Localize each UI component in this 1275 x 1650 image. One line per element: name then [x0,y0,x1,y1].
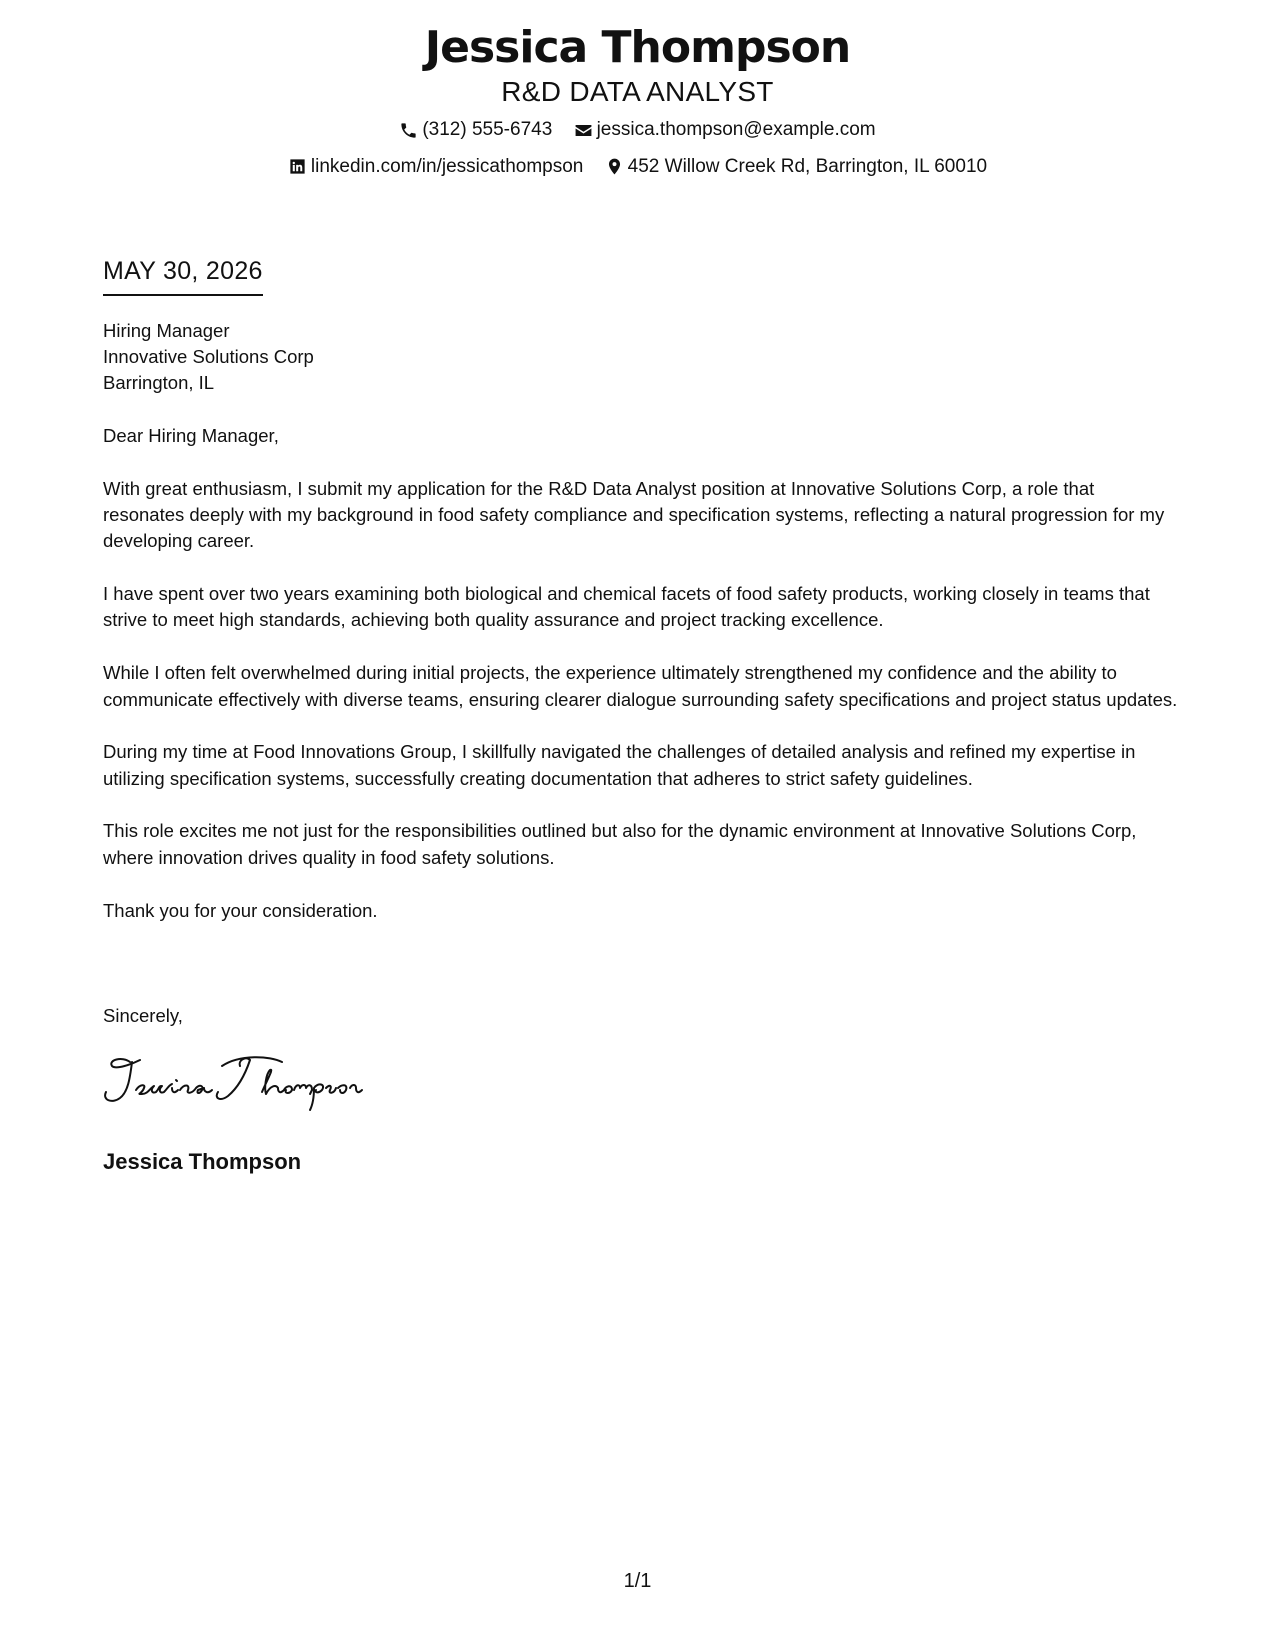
page-number: 1/1 [623,1570,652,1592]
letter-date: MAY 30, 2026 [103,256,263,296]
body-paragraph: With great enthusiasm, I submit my application for the R&D Data Analyst position at Innovative Solutions Corp, a role that resonates deeply with my background in food safety compliance and specification systems, reflecting a natural progression for my developing career. [103,477,1165,552]
recipient-location: Barrington, IL [103,372,215,393]
body-paragraph: Thank you for your consideration. [103,899,378,921]
letter-header [0,20,1275,183]
linkedin-url: linkedin.com/in/jessicathompson [310,155,584,177]
salutation: Dear Hiring Manager, [103,425,279,446]
map-pin-icon [605,157,624,176]
applicant-name: Jessica Thompson [424,22,851,73]
linkedin-contact [288,155,583,179]
letter-body [103,423,1178,950]
body-paragraph: I have spent over two years examining both biological and chemical facets of food safety products, working closely in teams that strive to meet high standards, achieving both quality assurance and project tracking excellence. [103,583,1150,631]
closing: Sincerely, [103,1005,183,1026]
recipient-company: Innovative Solutions Corp [103,346,314,367]
recipient-title: Hiring Manager [103,320,230,341]
phone-icon [399,121,418,140]
linkedin-icon [288,157,307,176]
signer-name: Jessica Thompson [103,1149,302,1174]
applicant-role: R&D DATA ANALYST [501,76,774,107]
recipient-block [103,318,314,396]
mailing-address: 452 Willow Creek Rd, Barrington, IL 60010 [627,155,988,177]
body-paragraph: This role excites me not just for the responsibilities outlined but also for the dynamic environment at Innovative Solutions Corp, where innovation drives quality in food safety solutions. [103,820,1137,868]
email-contact [574,118,876,142]
phone-contact [399,118,552,142]
email-address: jessica.thompson@example.com [596,119,876,140]
envelope-icon [574,121,593,140]
body-paragraph: During my time at Food Innovations Group, I skillfully navigated the challenges of detailed analysis and refined my expertise in utilizing specification systems, successfully creating documentation that adheres to strict safety guidelines. [103,741,1136,789]
contact-line-2 [0,155,1275,184]
address-contact [605,155,987,179]
phone-number: (312) 555-6743 [422,119,553,140]
body-paragraph: While I often felt overwhelmed during initial projects, the experience ultimately strengthened my confidence and the ability to communicate effectively with diverse teams, ensuring clearer dialogue surrounding safety specifications and project status updates. [103,662,1178,710]
contact-line-1 [0,118,1275,147]
handwritten-signature [100,1048,370,1118]
